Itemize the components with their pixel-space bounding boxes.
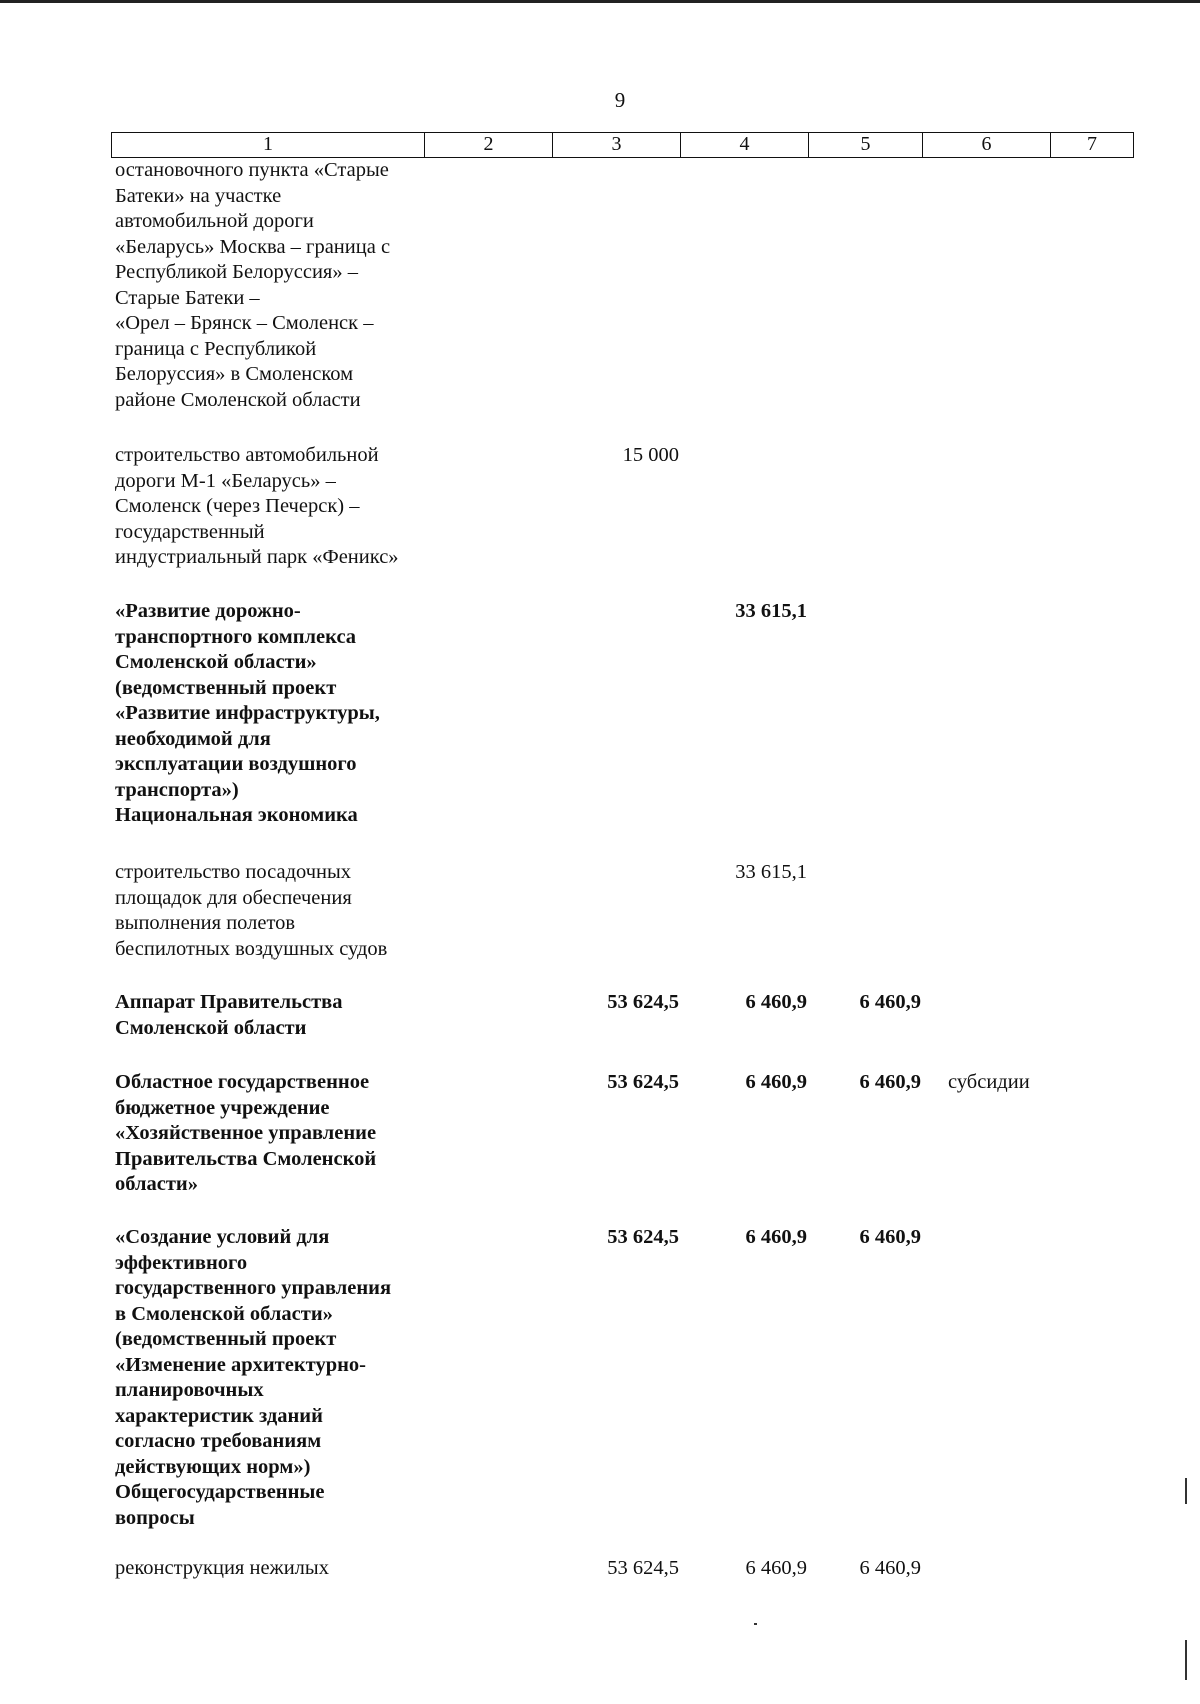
row-description: строительство автомобильной дороги М-1 «Беларусь» – Смоленск (через Печерск) – государственный индустриальный парк «Феникс» xyxy=(115,444,399,568)
column-header-1: 1 xyxy=(112,133,425,157)
cell-column-4: 33 615,1 xyxy=(735,861,807,883)
cell-column-3: 53 624,5 xyxy=(607,1071,679,1093)
scan-artifact xyxy=(1185,1640,1187,1680)
cell-column-4: 6 460,9 xyxy=(745,1071,807,1093)
cell-column-3: 53 624,5 xyxy=(607,1557,679,1579)
cell-column-4: 6 460,9 xyxy=(745,1226,807,1248)
cell-column-5: 6 460,9 xyxy=(859,991,921,1013)
cell-column-3: 15 000 xyxy=(622,444,679,466)
cell-column-4: 33 615,1 xyxy=(735,600,807,622)
cell-column-6: субсидии xyxy=(948,1071,1030,1093)
cell-column-5: 6 460,9 xyxy=(859,1071,921,1093)
cell-column-5: 6 460,9 xyxy=(859,1557,921,1579)
table-header-row xyxy=(111,132,1134,158)
page-number: 9 xyxy=(614,88,626,112)
column-header-7: 7 xyxy=(1087,133,1097,155)
column-header-3: 3 xyxy=(553,133,681,157)
row-description: реконструкция нежилых xyxy=(115,1557,329,1579)
column-header-6: 6 xyxy=(923,133,1051,157)
scan-artifact xyxy=(1185,1478,1187,1504)
scan-artifact xyxy=(754,1623,757,1625)
cell-column-3: 53 624,5 xyxy=(607,991,679,1013)
row-description: строительство посадочных площадок для обеспечения выполнения полетов беспилотных воздушных судов xyxy=(115,861,388,960)
cell-column-4: 6 460,9 xyxy=(745,1557,807,1579)
page-top-edge xyxy=(0,0,1200,3)
row-description: «Развитие дорожно- транспортного комплекса Смоленской области» (ведомственный проект «Развитие инфраструктуры, необходимой для эксплуатации воздушного транспорта») Национальная экономика xyxy=(115,600,380,826)
row-description: «Создание условий для эффективного государственного управления в Смоленской области» (ведомственный проект «Изменение архитектурно- планировочных характеристик зданий согласно требованиям действующих норм») Общегосударственные вопросы xyxy=(115,1226,392,1529)
row-description: остановочного пункта «Старые Батеки» на участке автомобильной дороги «Беларусь» Москва – граница с Республикой Белоруссия» – Старые Батеки – «Орел – Брянск – Смоленск – граница с Республикой Белоруссия» в Смоленском районе Смоленской области xyxy=(115,159,391,411)
cell-column-4: 6 460,9 xyxy=(745,991,807,1013)
cell-column-3: 53 624,5 xyxy=(607,1226,679,1248)
column-header-4: 4 xyxy=(681,133,809,157)
column-header-2: 2 xyxy=(425,133,553,157)
row-description: Аппарат Правительства Смоленской области xyxy=(115,991,343,1039)
row-description: Областное государственное бюджетное учреждение «Хозяйственное управление Правительства Смоленской области» xyxy=(115,1071,377,1195)
cell-column-5: 6 460,9 xyxy=(859,1226,921,1248)
column-header-5: 5 xyxy=(809,133,923,157)
